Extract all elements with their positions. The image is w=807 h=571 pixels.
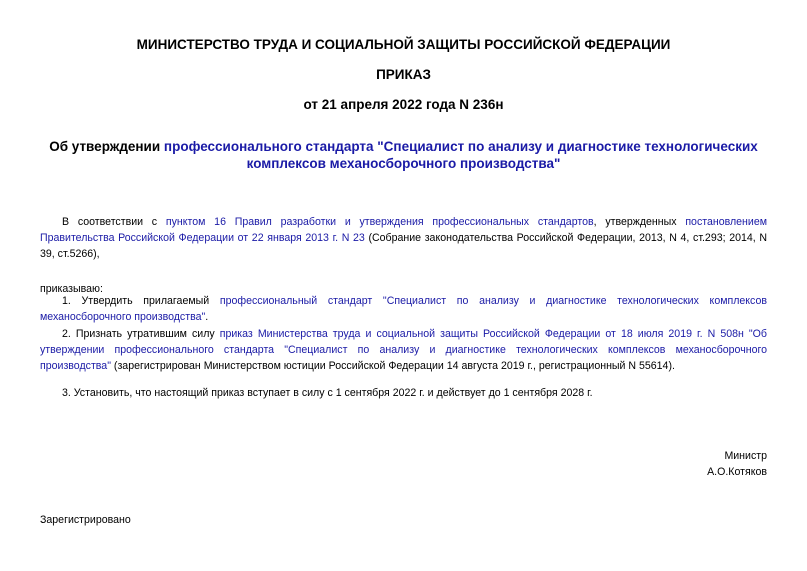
paragraph-basis-text-3: (Собрание законодательства Российской Федерации, 2013, N 4, ст.293; 2014, N 39, ст.5266), [40,232,768,260]
decree-word: приказываю: [40,283,103,295]
item-1 [40,293,767,325]
document-title [40,138,767,172]
title-standard-link[interactable]: профессионального стандарта "Специалист по анализу и диагностике технологических комплексов механосборочного производства" [163,139,758,171]
document-date-number: от 21 апреля 2022 года N 236н [303,97,504,112]
rules-item-16-link[interactable]: пунктом 16 Правил разработки и утверждения профессиональных стандартов [165,216,594,228]
government-resolution-link[interactable]: постановлением Правительства Российской Федерации от 22 января 2013 г. N 23 [40,216,768,244]
item-2-text-1: 2. Признать утратившим силу [62,328,220,340]
signature-name: А.О.Котяков [707,466,767,478]
signature-title: Министр [724,450,767,462]
paragraph-basis-text-2: , утвержденных [593,216,686,228]
paragraph-basis [40,214,767,262]
standard-link[interactable]: профессиональный стандарт "Специалист по анализу и диагностике технологических комплексов механосборочного производства" [40,295,767,323]
paragraph-basis-text-1: В соответствии с [62,216,166,228]
item-2 [40,326,767,374]
item-3: 3. Установить, что настоящий приказ вступает в силу с 1 сентября 2022 г. и действует до 1 сентября 2028 г. [62,387,593,399]
registered-label: Зарегистрировано [40,514,131,526]
title-prefix: Об утверждении [49,139,164,154]
item-1-text-2: . [205,311,209,323]
document-type-heading: ПРИКАЗ [376,67,431,82]
item-1-text-1: 1. Утвердить прилагаемый [62,295,220,307]
ministry-heading: МИНИСТЕРСТВО ТРУДА И СОЦИАЛЬНОЙ ЗАЩИТЫ РОССИЙСКОЙ ФЕДЕРАЦИИ [136,37,671,52]
previous-order-link[interactable]: приказ Министерства труда и социальной защиты Российской Федерации от 18 июля 2019 г. N 508н "Об утверждении профессионального стандарта "Специалист по анализу и диагностике технологических комплексов механосборочного производства" [40,328,767,372]
item-2-text-2: (зарегистрирован Министерством юстиции Российской Федерации 14 августа 2019 г., регистрационный N 55614). [110,360,675,372]
